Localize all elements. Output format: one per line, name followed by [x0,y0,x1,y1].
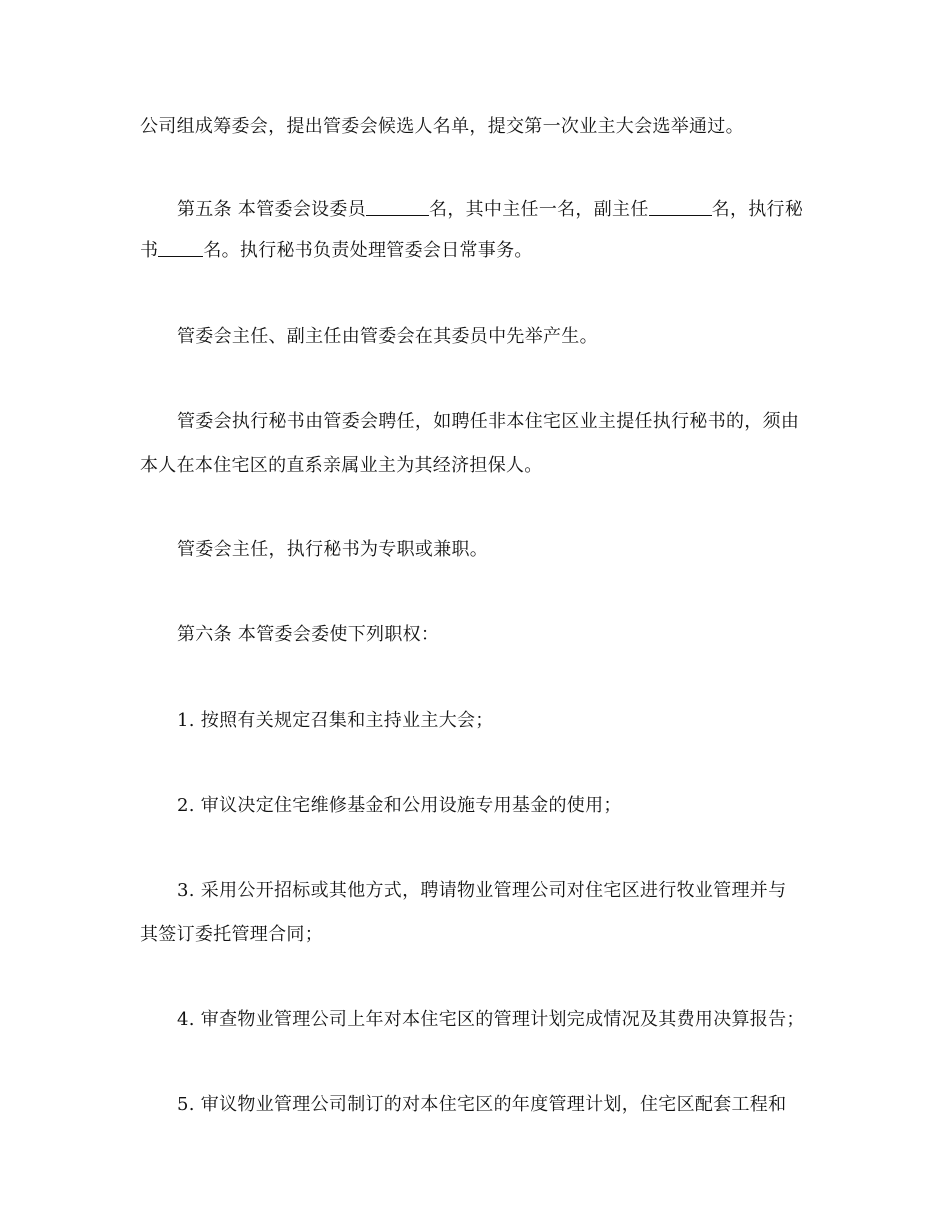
list-item: 5. 审议物业管理公司制订的对本住宅区的年度管理计划，住宅区配套工程和 [177,1094,787,1115]
secretary-count-blank [158,240,203,257]
list-item: 2. 审议决定住宅维修基金和公用设施专用基金的使用； [177,795,622,816]
article-5-text: 名。执行秘书负责处理管委会日常事务。 [203,240,533,261]
article-6-heading: 第六条 本管委会委使下列职权： [177,624,440,645]
paragraph-line: 管委会主任，执行秘书为专职或兼职。 [177,539,489,560]
list-item: 4. 审查物业管理公司上年对本住宅区的管理计划完成情况及其费用决算报告； [177,1009,805,1030]
list-item: 3. 采用公开招标或其他方式，聘请物业管理公司对住宅区进行牧业管理并与 [177,880,787,901]
article-5-text: 书 [140,240,159,261]
paragraph-line: 本人在本住宅区的直系亲属业主为其经济担保人。 [140,455,543,476]
vice-director-count-blank [649,199,712,216]
list-item-continuation: 其签订委托管理合同； [140,924,323,945]
paragraph-line: 公司组成筹委会，提出管委会候选人名单，提交第一次业主大会选举通过。 [140,116,744,137]
committee-members-blank [366,199,429,216]
article-5-text: 名，执行秘 [711,199,804,220]
article-5-text: 名，其中主任一名，副主任 [429,199,649,220]
paragraph-line: 管委会主任、副主任由管委会在其委员中先举产生。 [177,326,598,347]
article-5-line-2 [140,240,820,262]
article-5-text: 第五条 本管委会设委员 [177,199,367,220]
list-item: 1. 按照有关规定召集和主持业主大会； [177,710,494,731]
paragraph-line: 管委会执行秘书由管委会聘任，如聘任非本住宅区业主提任执行秘书的，须由 [177,411,800,432]
article-5-line-1 [177,199,857,221]
